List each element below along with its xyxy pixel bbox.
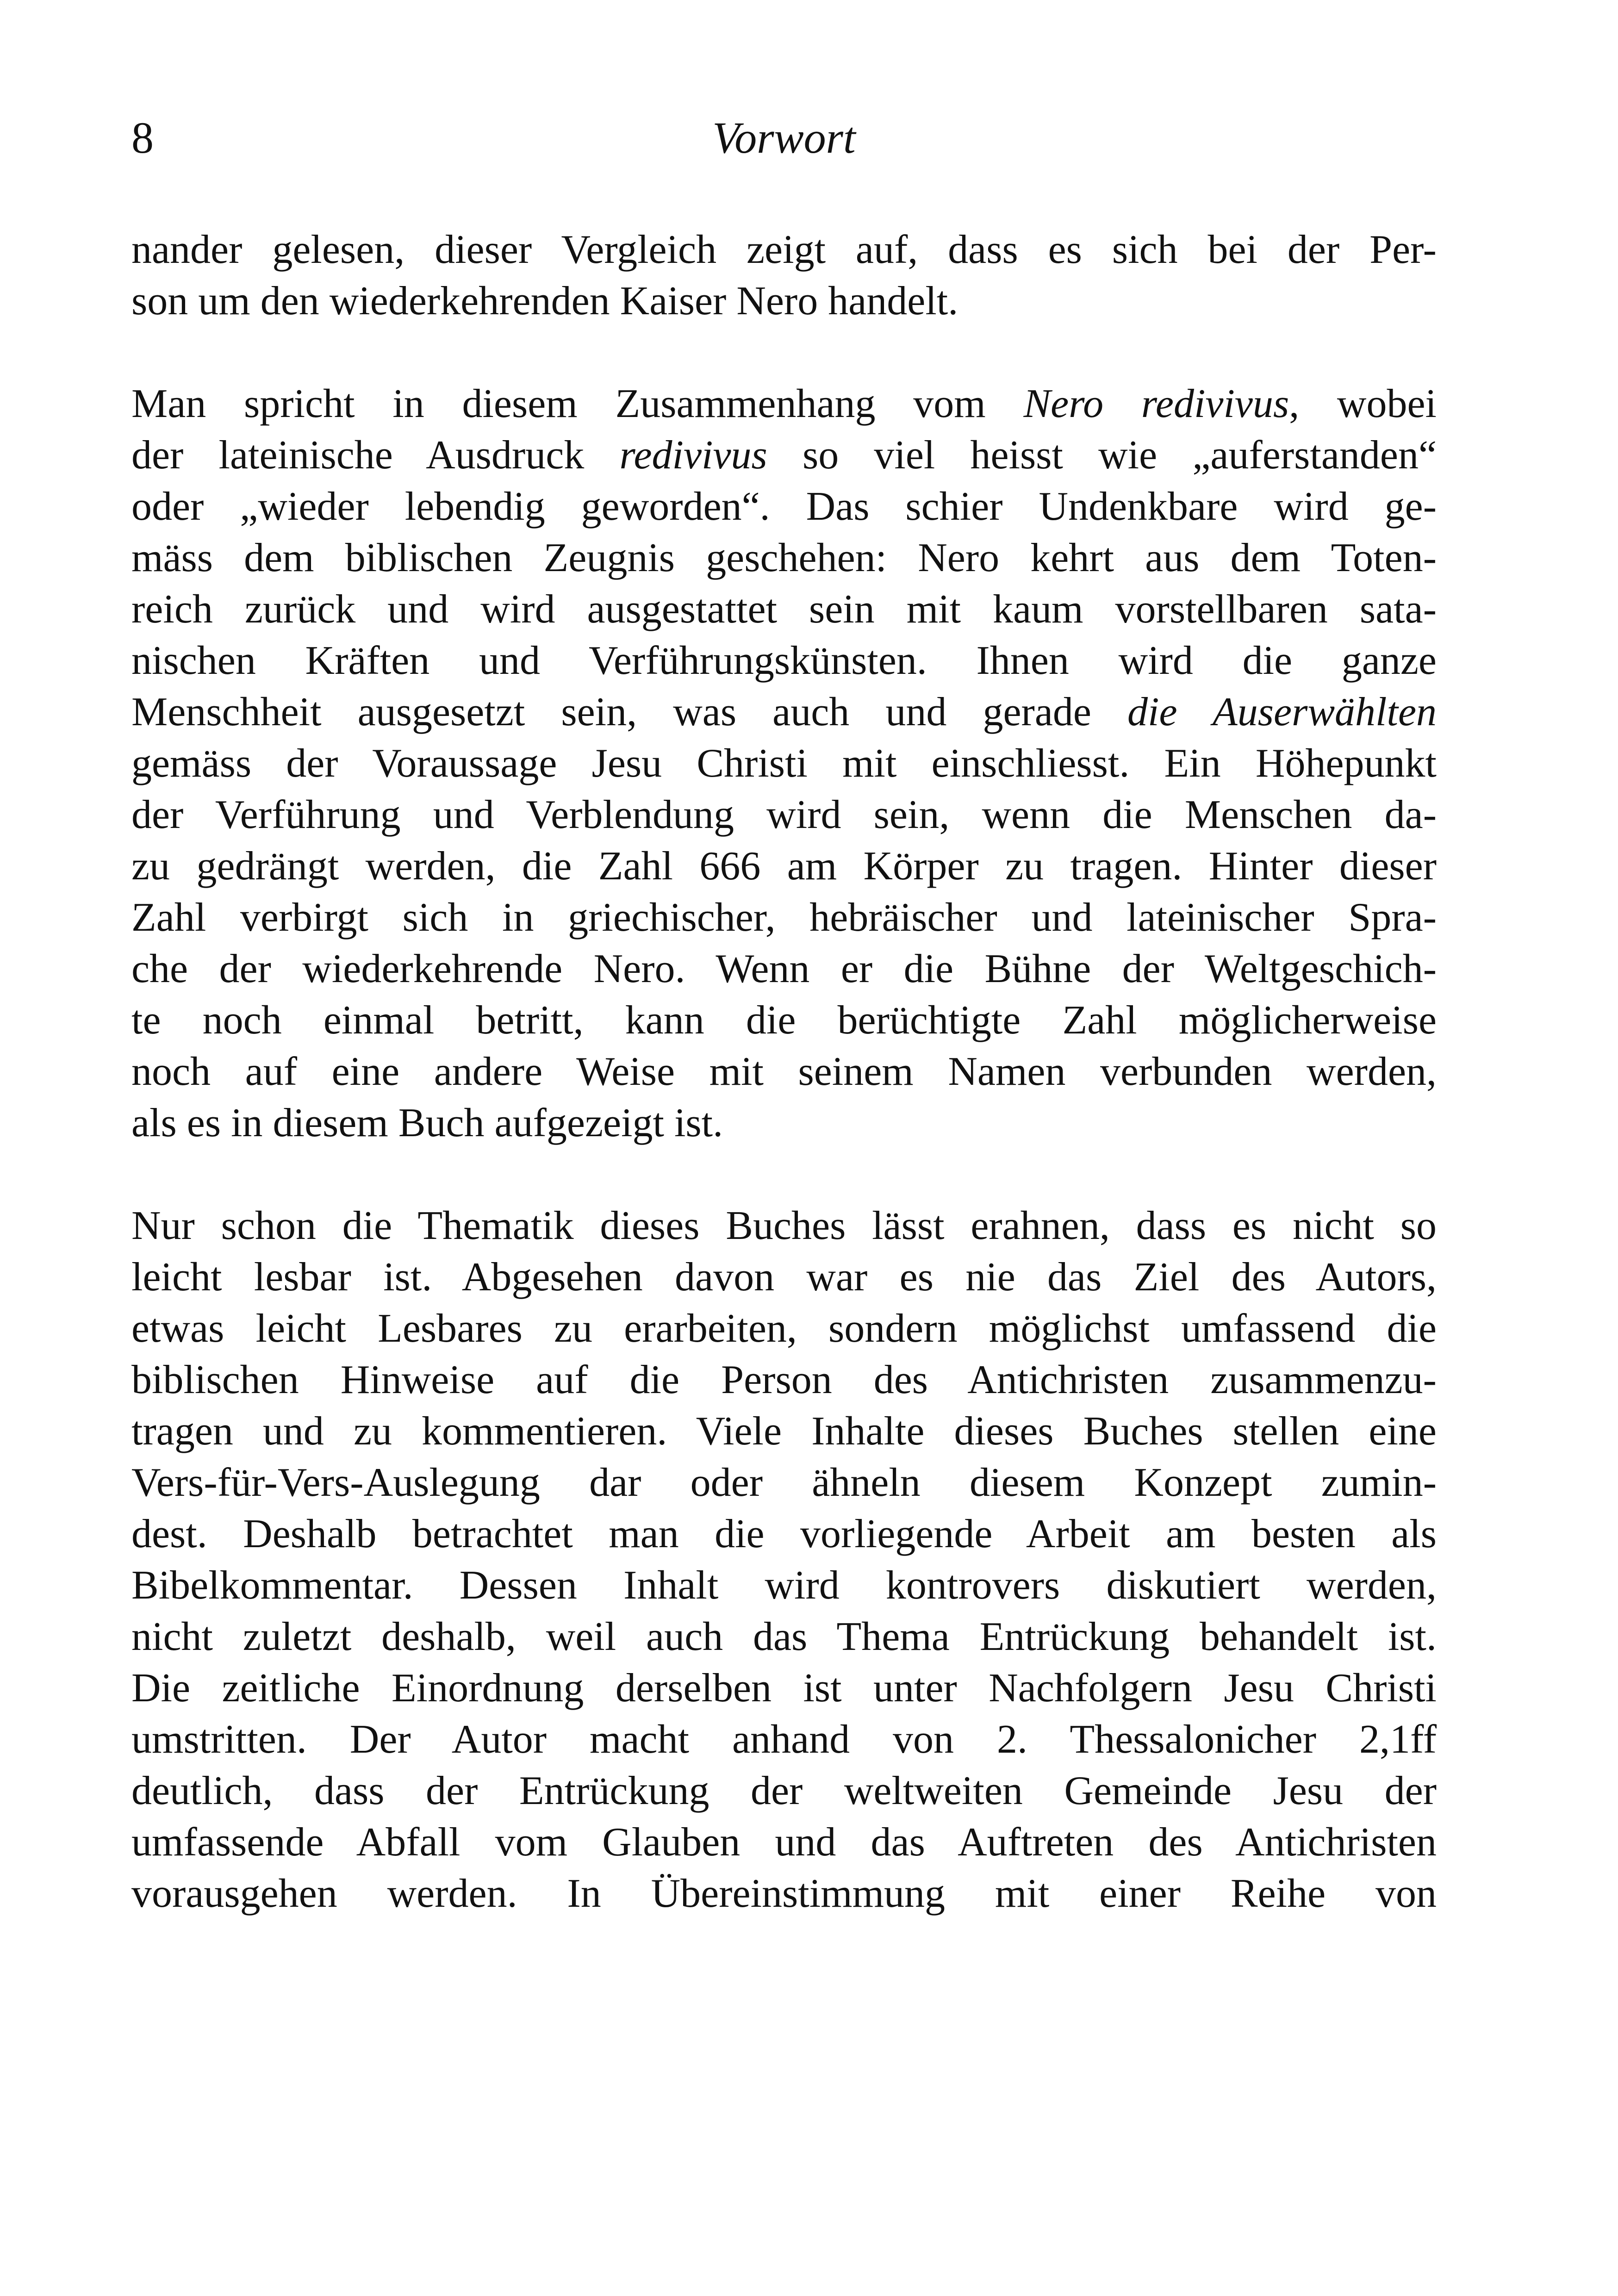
text-line — [131, 275, 1437, 327]
text-line — [131, 1457, 1437, 1508]
text-line — [131, 892, 1437, 943]
text-line — [131, 635, 1437, 686]
paragraph — [131, 378, 1437, 1149]
text-run: Vers-für-Vers-Auslegung dar oder ähneln diesem Konzept zumin- — [131, 1460, 1437, 1505]
text-run: der lateinische Ausdruck — [131, 433, 620, 478]
italic-term: redivivus — [619, 433, 767, 478]
text-line — [131, 1406, 1437, 1457]
text-run: nicht zuletzt deshalb, weil auch das Thema Entrückung behandelt ist. — [131, 1614, 1437, 1659]
text-run: als es in diesem Buch aufgezeigt ist. — [131, 1101, 723, 1145]
italic-term: die Auserwählten — [1127, 690, 1437, 734]
text-run: gemäss der Voraussage Jesu Christi mit einschliesst. Ein Höhepunkt — [131, 741, 1437, 786]
text-run: deutlich, dass der Entrückung der weltweiten Gemeinde Jesu der — [131, 1768, 1437, 1813]
text-run: mäss dem biblischen Zeugnis geschehen: Nero kehrt aus dem Toten- — [131, 535, 1437, 580]
text-run: Zahl verbirgt sich in griechischer, hebräischer und lateinischer Spra- — [131, 895, 1437, 940]
text-line — [131, 1765, 1437, 1817]
text-run: leicht lesbar ist. Abgesehen davon war es nie das Ziel des Autors, — [131, 1255, 1437, 1300]
text-run: umfassende Abfall vom Glauben und das Auftreten des Antichristen — [131, 1820, 1437, 1865]
text-line — [131, 1868, 1437, 1919]
page-header — [131, 110, 1437, 170]
italic-term: Nero redivivus — [1023, 381, 1289, 426]
text-run: noch auf eine andere Weise mit seinem Namen verbunden werden, — [131, 1049, 1437, 1094]
text-line — [131, 429, 1437, 481]
text-run: te noch einmal betritt, kann die berüchtigte Zahl möglicherweise — [131, 998, 1437, 1043]
text-run: Bibelkommentar. Dessen Inhalt wird kontrovers diskutiert werden, — [131, 1563, 1437, 1608]
running-title: Vorwort — [712, 113, 856, 162]
text-line — [131, 1508, 1437, 1560]
text-run: biblischen Hinweise auf die Person des Antichristen zusammenzu- — [131, 1357, 1437, 1402]
text-line — [131, 1354, 1437, 1406]
body-text — [131, 224, 1437, 1919]
text-line — [131, 789, 1437, 840]
text-line — [131, 943, 1437, 995]
text-line — [131, 1560, 1437, 1611]
paragraph-gap — [131, 1149, 1437, 1200]
text-line — [131, 1611, 1437, 1662]
text-run: son um den wiederkehrenden Kaiser Nero handelt. — [131, 279, 958, 324]
paragraph — [131, 224, 1437, 327]
text-run: tragen und zu kommentieren. Viele Inhalte dieses Buches stellen eine — [131, 1409, 1437, 1454]
text-line — [131, 584, 1437, 635]
text-line — [131, 995, 1437, 1046]
paragraph — [131, 1200, 1437, 1919]
text-line — [131, 1662, 1437, 1714]
text-run: Die zeitliche Einordnung derselben ist unter Nachfolgern Jesu Christi — [131, 1666, 1437, 1711]
text-run: der Verführung und Verblendung wird sein, wenn die Menschen da- — [131, 792, 1437, 837]
text-line — [131, 738, 1437, 789]
text-run: Menschheit ausgesetzt sein, was auch und gerade — [131, 690, 1128, 734]
text-run: Man spricht in diesem Zusammenhang vom — [131, 381, 1024, 426]
text-line — [131, 532, 1437, 584]
text-run: dest. Deshalb betrachtet man die vorliegende Arbeit am besten als — [131, 1512, 1437, 1556]
text-run: etwas leicht Lesbares zu erarbeiten, sondern möglichst umfassend die — [131, 1306, 1437, 1351]
text-run: reich zurück und wird ausgestattet sein mit kaum vorstellbaren sata- — [131, 587, 1437, 632]
text-line — [131, 224, 1437, 275]
text-line — [131, 686, 1437, 738]
text-run: nischen Kräften und Verführungskünsten. Ihnen wird die ganze — [131, 638, 1437, 683]
text-line — [131, 1817, 1437, 1868]
text-line — [131, 481, 1437, 532]
text-run: Nur schon die Thematik dieses Buches lässt erahnen, dass es nicht so — [131, 1203, 1437, 1248]
text-run: nander gelesen, dieser Vergleich zeigt auf, dass es sich bei der Per- — [131, 227, 1437, 272]
text-line — [131, 1714, 1437, 1765]
text-line — [131, 1251, 1437, 1303]
text-line — [131, 1303, 1437, 1354]
text-run: che der wiederkehrende Nero. Wenn er die Bühne der Weltgeschich- — [131, 946, 1437, 991]
text-run: umstritten. Der Autor macht anhand von 2. Thessalonicher 2,1ff — [131, 1717, 1437, 1762]
text-line — [131, 378, 1437, 429]
text-run: oder „wieder lebendig geworden“. Das schier Undenkbare wird ge- — [131, 484, 1437, 529]
text-line — [131, 840, 1437, 892]
text-run: vorausgehen werden. In Übereinstimmung mit einer Reihe von — [131, 1871, 1437, 1916]
text-line — [131, 1046, 1437, 1097]
text-run: zu gedrängt werden, die Zahl 666 am Körper zu tragen. Hinter dieser — [131, 844, 1437, 889]
text-run: , wobei — [1289, 381, 1437, 426]
paragraph-gap — [131, 327, 1437, 378]
page-number: 8 — [131, 113, 154, 162]
text-run: so viel heisst wie „auferstanden“ — [767, 433, 1437, 478]
text-line — [131, 1097, 1437, 1149]
text-line — [131, 1200, 1437, 1251]
